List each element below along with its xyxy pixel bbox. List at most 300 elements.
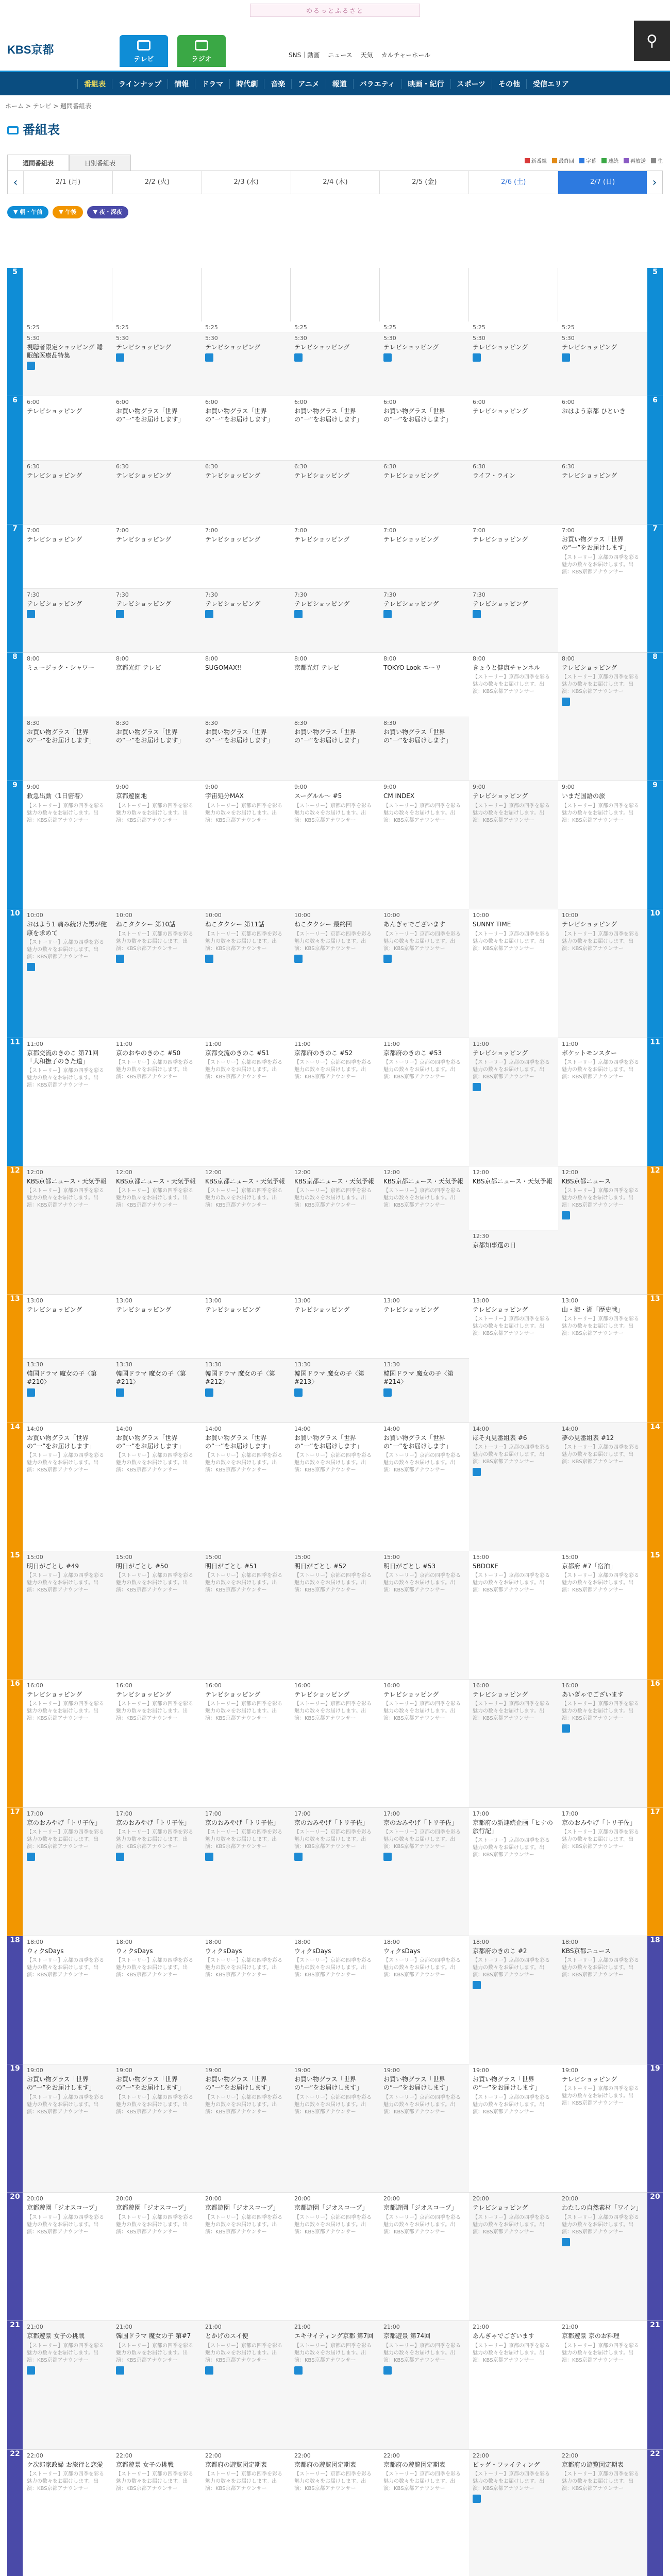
program-cell[interactable] — [469, 2193, 558, 2321]
program-title[interactable]: KBS京都ニュース — [562, 1177, 611, 1185]
program-title[interactable]: テレビショッピング — [294, 471, 350, 479]
nav-item[interactable]: その他 — [492, 79, 526, 89]
program-title[interactable]: KBS京都ニュース・天気予報 — [473, 1177, 552, 1185]
program-cell[interactable] — [202, 717, 291, 782]
search-button[interactable] — [634, 21, 670, 61]
tab-daily[interactable]: 日別番組表 — [69, 155, 131, 171]
program-cell[interactable] — [202, 524, 291, 589]
program-cell[interactable] — [112, 2193, 202, 2321]
program-cell[interactable] — [23, 781, 112, 909]
program-title[interactable]: テレビショッピング — [27, 1691, 82, 1698]
program-cell[interactable] — [291, 396, 380, 461]
program-title[interactable]: テレビショッピング — [116, 1691, 172, 1698]
program-cell[interactable] — [469, 653, 558, 781]
program-title[interactable]: テレビショッピング — [27, 600, 82, 607]
program-cell[interactable] — [380, 589, 469, 653]
program-title[interactable]: 韓国ドラマ 魔女の子〈第#212〉 — [205, 1370, 275, 1386]
program-title[interactable]: 京都遊園「ジオスコープ」 — [294, 2204, 368, 2212]
program-cell[interactable] — [380, 321, 469, 332]
program-title[interactable]: テレビショッピング — [473, 600, 528, 607]
program-cell[interactable] — [291, 717, 380, 782]
program-cell[interactable] — [23, 1808, 112, 1936]
tv-button[interactable] — [120, 35, 168, 67]
program-cell[interactable] — [202, 1295, 291, 1359]
program-title[interactable]: おはよう京都 ひといき — [562, 408, 626, 415]
program-title[interactable]: CM INDEX — [383, 792, 415, 800]
program-cell[interactable] — [202, 396, 291, 461]
program-cell[interactable] — [558, 332, 647, 397]
program-title[interactable]: 京都府の新連続企画「ヒナの旅行記」 — [473, 1819, 554, 1835]
program-title[interactable]: テレビショッピング — [294, 343, 350, 351]
program-title[interactable]: 京のおみやげ「トリ子佐」 — [116, 1819, 191, 1827]
program-cell[interactable] — [23, 1680, 112, 1808]
program-title[interactable]: お買い物グラス「世界の“一”をお届けします」 — [473, 2076, 541, 2092]
program-title[interactable]: 視聴者限定ショッピング 睡眠館医療品特集 — [27, 343, 103, 359]
program-cell[interactable] — [380, 1808, 469, 1936]
program-title[interactable]: あんぎゃでございます — [383, 921, 446, 928]
program-title[interactable]: ウィクsDays — [294, 1947, 331, 1955]
program-cell[interactable] — [23, 1936, 112, 2064]
program-cell[interactable] — [202, 2321, 291, 2449]
program-title[interactable]: テレビショッピング — [294, 600, 350, 607]
program-title[interactable]: テレビショッピング — [205, 536, 261, 544]
program-title[interactable]: テレビショッピング — [116, 1306, 172, 1313]
header-link-news[interactable]: ニュース — [328, 52, 353, 59]
program-cell[interactable] — [291, 2450, 380, 2576]
header-link-sns[interactable]: SNS｜動画 — [289, 52, 320, 59]
program-cell[interactable] — [291, 1808, 380, 1936]
program-title[interactable]: おはよう1 痛み続けた男が健康を求めて — [27, 921, 107, 937]
program-title[interactable]: 京都府 #7「宿泊」 — [562, 1562, 616, 1570]
program-title[interactable]: テレビショッピング — [116, 471, 172, 479]
date-tab[interactable]: 2/6 (土) — [468, 171, 558, 194]
program-title[interactable]: KBS京都ニュース・天気予報 — [294, 1177, 374, 1185]
program-cell[interactable] — [558, 909, 647, 1038]
nav-item[interactable]: ドラマ — [195, 79, 229, 89]
program-cell[interactable] — [23, 1295, 112, 1359]
program-title[interactable]: 明日がごとし #53 — [383, 1562, 436, 1570]
program-cell[interactable] — [469, 1230, 558, 1295]
program-cell[interactable] — [380, 1038, 469, 1166]
nav-item[interactable]: 音楽 — [264, 79, 291, 89]
program-cell[interactable] — [291, 1038, 380, 1166]
program-cell[interactable] — [23, 1166, 112, 1295]
program-title[interactable]: 京都府のきのこ #2 — [473, 1947, 527, 1955]
program-cell[interactable] — [112, 2064, 202, 2193]
program-cell[interactable] — [380, 2064, 469, 2193]
program-cell[interactable] — [469, 524, 558, 589]
program-title[interactable]: お買い物グラス「世界の“一”をお届けします」 — [116, 728, 185, 744]
program-cell[interactable] — [469, 1680, 558, 1808]
program-cell[interactable] — [23, 524, 112, 589]
program-cell[interactable] — [380, 2321, 469, 2449]
program-cell[interactable] — [469, 1551, 558, 1680]
program-title[interactable]: テレビショッピング — [205, 343, 261, 351]
program-cell[interactable] — [23, 1359, 112, 1423]
program-title[interactable]: きょうと健康チャンネル — [473, 664, 541, 672]
program-title[interactable]: 明日がごとし #49 — [27, 1562, 79, 1570]
program-title[interactable]: テレビショッピング — [562, 471, 617, 479]
site-logo[interactable]: KBS京都 — [7, 43, 54, 56]
program-title[interactable]: お買い物グラス「世界の“一”をお届けします」 — [383, 2076, 452, 2092]
program-title[interactable]: テレビショッピング — [383, 1691, 439, 1698]
program-title[interactable]: 京都知事選の日 — [473, 1242, 516, 1249]
program-cell[interactable] — [112, 781, 202, 909]
program-title[interactable]: ビッグ・ファイティング — [473, 2461, 540, 2468]
program-cell[interactable] — [202, 2064, 291, 2193]
program-title[interactable]: テレビショッピング — [473, 1049, 528, 1057]
nav-item[interactable]: ラインナップ — [112, 79, 167, 89]
program-cell[interactable] — [112, 1936, 202, 2064]
program-title[interactable]: 5BDOKE — [473, 1562, 499, 1570]
program-cell[interactable] — [202, 461, 291, 525]
program-title[interactable]: お買い物グラス「世界の“一”をお届けします」 — [294, 2076, 363, 2092]
program-title[interactable]: 韓国ドラマ 魔女の子 第#7 — [116, 2332, 191, 2340]
ad-banner-text[interactable]: ゆるっとふるさと — [250, 4, 420, 17]
program-title[interactable]: KBS京都ニュース・天気予報 — [383, 1177, 463, 1185]
program-title[interactable]: テレビショッピング — [473, 408, 528, 415]
program-title[interactable]: テレビショッピング — [473, 1691, 528, 1698]
date-tab-selected[interactable]: 2/7 (日) — [558, 171, 647, 194]
program-cell[interactable] — [380, 909, 469, 1038]
program-cell[interactable] — [202, 1359, 291, 1423]
program-cell[interactable] — [23, 321, 112, 332]
program-cell[interactable] — [469, 1038, 558, 1166]
program-cell[interactable] — [469, 2321, 558, 2449]
program-cell[interactable] — [112, 524, 202, 589]
program-cell[interactable] — [112, 1038, 202, 1166]
program-cell[interactable] — [23, 1038, 112, 1166]
program-cell[interactable] — [558, 1936, 647, 2064]
program-title[interactable]: 京のおみやげ「トリ子佐」 — [562, 1819, 636, 1827]
program-cell[interactable] — [558, 1808, 647, 1936]
program-title[interactable]: SUGOMAX!! — [205, 664, 242, 672]
time-jump-button[interactable]: ▼ 午後 — [53, 206, 82, 218]
date-tab[interactable]: 2/3 (水) — [202, 171, 291, 194]
program-title[interactable]: KBS京都ニュース・天気予報 — [116, 1177, 196, 1185]
program-title[interactable]: お買い物グラス「世界の“一”をお届けします」 — [205, 1434, 274, 1450]
program-cell[interactable] — [23, 717, 112, 782]
program-cell[interactable] — [291, 2193, 380, 2321]
program-title[interactable]: 明日がごとし #50 — [116, 1562, 169, 1570]
program-cell[interactable] — [558, 653, 647, 781]
nav-item[interactable]: 受信エリア — [526, 79, 575, 89]
program-cell[interactable] — [469, 1295, 558, 1423]
program-title[interactable]: テレビショッピング — [27, 471, 82, 479]
program-title[interactable]: 明日がごとし #52 — [294, 1562, 347, 1570]
program-cell[interactable] — [202, 332, 291, 397]
program-cell[interactable] — [112, 1359, 202, 1423]
program-cell[interactable] — [380, 1936, 469, 2064]
program-title[interactable]: 宇宙処分MAX — [205, 792, 244, 800]
program-title[interactable]: テレビショッピング — [294, 1306, 350, 1313]
program-title[interactable]: 京都光灯 テレビ — [294, 664, 340, 672]
program-title[interactable]: テレビショッピング — [205, 600, 261, 607]
nav-item[interactable]: スポーツ — [450, 79, 492, 89]
program-title[interactable]: テレビショッピング — [205, 1306, 261, 1313]
program-title[interactable]: 京のおみやげ「トリ子佐」 — [205, 1819, 280, 1827]
program-title[interactable]: テレビショッピング — [473, 536, 528, 544]
program-title[interactable]: KBS京都ニュース — [562, 1947, 611, 1955]
program-title[interactable]: 京都府の遊覧図定期表 — [205, 2461, 267, 2468]
radio-button[interactable] — [177, 35, 226, 67]
program-cell[interactable] — [558, 524, 647, 653]
program-cell[interactable] — [380, 1295, 469, 1359]
program-cell[interactable] — [23, 653, 112, 717]
program-title[interactable]: ウィクsDays — [383, 1947, 421, 1955]
program-cell[interactable] — [112, 2321, 202, 2449]
nav-item[interactable]: 情報 — [167, 79, 195, 89]
tab-weekly[interactable]: 週間番組表 — [7, 155, 69, 171]
program-title[interactable]: TOKYO Look エーリ — [383, 664, 442, 672]
program-title[interactable]: 京都府のきのこ #53 — [383, 1049, 442, 1057]
program-cell[interactable] — [469, 1166, 558, 1231]
program-title[interactable]: 京のおやのきのこ #50 — [116, 1049, 181, 1057]
date-tab[interactable]: 2/4 (木) — [291, 171, 380, 194]
program-title[interactable]: いまだ国語の旅 — [562, 792, 606, 800]
program-title[interactable]: お買い物グラス「世界の“一”をお届けします」 — [205, 728, 274, 744]
program-title[interactable]: テレビショッピング — [562, 664, 617, 672]
program-cell[interactable] — [380, 653, 469, 717]
program-title[interactable]: 京都交流のきのこ 第71回「大和撫子のきた道」 — [27, 1049, 99, 1065]
program-title[interactable]: テレビショッピング — [473, 1306, 528, 1313]
program-cell[interactable] — [469, 332, 558, 397]
program-cell[interactable] — [202, 321, 291, 332]
program-cell[interactable] — [380, 1423, 469, 1551]
program-title[interactable]: テレビショッピング — [473, 343, 528, 351]
program-cell[interactable] — [23, 461, 112, 525]
program-title[interactable]: テレビショッピング — [294, 536, 350, 544]
program-cell[interactable] — [291, 461, 380, 525]
program-cell[interactable] — [23, 2321, 112, 2449]
program-cell[interactable] — [380, 396, 469, 461]
program-cell[interactable] — [469, 589, 558, 653]
program-cell[interactable] — [380, 2193, 469, 2321]
program-cell[interactable] — [558, 781, 647, 909]
program-title[interactable]: KBS京都ニュース・天気予報 — [27, 1177, 107, 1185]
program-title[interactable]: お買い物グラス「世界の“一”をお届けします」 — [205, 408, 274, 423]
program-cell[interactable] — [112, 1295, 202, 1359]
ad-banner[interactable] — [0, 0, 670, 21]
program-cell[interactable] — [558, 1680, 647, 1808]
program-cell[interactable] — [23, 2450, 112, 2576]
program-title[interactable]: 韓国ドラマ 魔女の子〈第#211〉 — [116, 1370, 186, 1386]
program-title[interactable]: 京都遊景 第74回 — [383, 2332, 431, 2340]
nav-item[interactable]: 映画・紀行 — [401, 79, 450, 89]
program-title[interactable]: お買い物グラス「世界の“一”をお届けします」 — [294, 1434, 363, 1450]
program-cell[interactable] — [558, 461, 647, 525]
program-cell[interactable] — [23, 2193, 112, 2321]
program-cell[interactable] — [112, 461, 202, 525]
program-title[interactable]: 京都遊景 京のお料理 — [562, 2332, 619, 2340]
program-cell[interactable] — [23, 332, 112, 397]
program-title[interactable]: 京のおみやげ「トリ子佐」 — [27, 1819, 102, 1827]
program-title[interactable]: SUNNY TIME — [473, 921, 511, 928]
program-cell[interactable] — [112, 589, 202, 653]
program-cell[interactable] — [291, 332, 380, 397]
program-cell[interactable] — [291, 524, 380, 589]
program-title[interactable]: 京都遊園「ジオスコープ」 — [205, 2204, 279, 2212]
program-cell[interactable] — [380, 1359, 469, 1423]
program-cell[interactable] — [202, 1936, 291, 2064]
program-title[interactable]: お買い物グラス「世界の“一”をお届けします」 — [27, 2076, 95, 2092]
program-cell[interactable] — [380, 1551, 469, 1680]
program-cell[interactable] — [291, 1423, 380, 1551]
program-cell[interactable] — [23, 909, 112, 1038]
program-cell[interactable] — [291, 589, 380, 653]
program-cell[interactable] — [291, 1359, 380, 1423]
program-cell[interactable] — [380, 524, 469, 589]
program-title[interactable]: 京都遊園「ジオスコープ」 — [116, 2204, 190, 2212]
program-title[interactable]: 京のおみやげ「トリ子佐」 — [383, 1819, 458, 1827]
program-title[interactable]: テレビショッピング — [562, 2076, 617, 2083]
program-title[interactable]: あいぎゃでございます — [562, 1691, 624, 1698]
program-cell[interactable] — [202, 653, 291, 717]
time-jump-button[interactable]: ▼ 夜・深夜 — [87, 206, 128, 218]
program-cell[interactable] — [380, 332, 469, 397]
program-cell[interactable] — [469, 2450, 558, 2576]
program-cell[interactable] — [291, 321, 380, 332]
nav-item[interactable]: 報道 — [326, 79, 353, 89]
program-title[interactable]: ウィクsDays — [27, 1947, 64, 1955]
program-title[interactable]: テレビショッピング — [116, 343, 172, 351]
program-cell[interactable] — [469, 1808, 558, 1936]
program-cell[interactable] — [23, 1423, 112, 1551]
program-title[interactable]: テレビショッピング — [27, 408, 82, 415]
nav-item[interactable]: 番組表 — [77, 79, 112, 89]
header-link-weather[interactable]: 天気 — [360, 52, 373, 59]
program-title[interactable]: スーグルル〜 #5 — [294, 792, 342, 800]
program-title[interactable]: 京都府の遊覧図定期表 — [383, 2461, 446, 2468]
program-title[interactable]: 京都府の遊覧図定期表 — [294, 2461, 357, 2468]
program-title[interactable]: 韓国ドラマ 魔女の子〈第#210〉 — [27, 1370, 97, 1386]
program-title[interactable]: お買い物グラス「世界の“一”をお届けします」 — [294, 408, 363, 423]
program-cell[interactable] — [112, 1423, 202, 1551]
program-cell[interactable] — [291, 1166, 380, 1295]
program-cell[interactable] — [558, 1423, 647, 1551]
program-title[interactable]: 山・海・湖「歴史戦」 — [562, 1306, 624, 1313]
program-title[interactable]: 京都遊園地 — [116, 792, 147, 800]
program-title[interactable]: ライフ・ライン — [473, 471, 515, 479]
program-cell[interactable] — [291, 2064, 380, 2193]
program-title[interactable]: お買い物グラス「世界の“一”をお届けします」 — [116, 408, 185, 423]
program-title[interactable]: テレビショッピング — [205, 471, 261, 479]
program-title[interactable]: テレビショッピング — [294, 1691, 350, 1698]
program-title[interactable]: ほそ丸見番組表 #6 — [473, 1434, 527, 1442]
breadcrumb[interactable]: ホーム > テレビ > 週間番組表 — [5, 103, 92, 110]
program-cell[interactable] — [469, 781, 558, 909]
program-title[interactable]: とかげのスイ便 — [205, 2332, 248, 2340]
program-title[interactable]: 京都府の遊覧図定期表 — [562, 2461, 624, 2468]
program-title[interactable]: テレビショッピング — [205, 1691, 261, 1698]
program-cell[interactable] — [202, 589, 291, 653]
program-cell[interactable] — [469, 1936, 558, 2064]
program-title[interactable]: 韓国ドラマ 魔女の子〈第#213〉 — [294, 1370, 364, 1386]
nav-item[interactable]: バラエティ — [353, 79, 401, 89]
program-cell[interactable] — [112, 332, 202, 397]
program-title[interactable]: お買い物グラス「世界の“一”をお届けします」 — [383, 1434, 452, 1450]
program-title[interactable]: わたしの自然素材「ワイン」 — [562, 2204, 642, 2212]
program-cell[interactable] — [23, 1551, 112, 1680]
program-cell[interactable] — [23, 396, 112, 461]
program-cell[interactable] — [558, 1166, 647, 1295]
program-cell[interactable] — [380, 1680, 469, 1808]
program-cell[interactable] — [469, 909, 558, 1038]
program-cell[interactable] — [380, 461, 469, 525]
program-cell[interactable] — [291, 1295, 380, 1359]
header-link-hall[interactable]: カルチャーホール — [381, 52, 431, 59]
program-title[interactable]: ボケットモンスター — [562, 1049, 617, 1057]
program-cell[interactable] — [112, 1808, 202, 1936]
program-title[interactable]: テレビショッピング — [383, 536, 439, 544]
program-cell[interactable] — [469, 396, 558, 461]
program-title[interactable]: 京都遊園「ジオスコープ」 — [383, 2204, 458, 2212]
program-cell[interactable] — [291, 1551, 380, 1680]
program-title[interactable]: 京都遊園「ジオスコープ」 — [27, 2204, 101, 2212]
program-cell[interactable] — [202, 1038, 291, 1166]
program-title[interactable]: テレビショッピング — [383, 471, 439, 479]
program-cell[interactable] — [202, 1808, 291, 1936]
program-title[interactable]: エキサイティング京都 第7回 — [294, 2332, 374, 2340]
program-cell[interactable] — [558, 1295, 647, 1423]
program-title[interactable]: 京のおみやげ「トリ子佐」 — [294, 1819, 369, 1827]
program-cell[interactable] — [291, 2321, 380, 2449]
program-title[interactable]: テレビショッピング — [383, 600, 439, 607]
program-title[interactable]: お買い物グラス「世界の“一”をお届けします」 — [205, 2076, 274, 2092]
program-cell[interactable] — [291, 1936, 380, 2064]
program-title[interactable]: 京都交流のきのこ #51 — [205, 1049, 270, 1057]
program-title[interactable]: テレビショッピング — [562, 343, 617, 351]
program-cell[interactable] — [469, 2064, 558, 2193]
program-cell[interactable] — [202, 1680, 291, 1808]
program-cell[interactable] — [112, 2450, 202, 2576]
program-cell[interactable] — [112, 321, 202, 332]
program-cell[interactable] — [202, 1166, 291, 1295]
program-title[interactable]: テレビショッピング — [473, 792, 528, 800]
program-title[interactable]: お買い物グラス「世界の“一”をお届けします」 — [383, 408, 452, 423]
program-cell[interactable] — [202, 1551, 291, 1680]
program-title[interactable]: お買い物グラス「世界の“一”をお届けします」 — [294, 728, 363, 744]
program-title[interactable]: 夢の見番組表 #12 — [562, 1434, 614, 1442]
program-title[interactable]: テレビショッピング — [473, 2204, 528, 2212]
program-title[interactable]: お買い物グラス「世界の“一”をお届けします」 — [562, 536, 630, 552]
program-cell[interactable] — [558, 321, 647, 332]
program-title[interactable]: 韓国ドラマ 魔女の子〈第#214〉 — [383, 1370, 454, 1386]
date-tab[interactable]: 2/1 (月) — [23, 171, 112, 194]
program-cell[interactable] — [558, 1551, 647, 1680]
program-title[interactable]: あんぎゃでございます — [473, 2332, 535, 2340]
program-cell[interactable] — [112, 1680, 202, 1808]
program-title[interactable]: 明日がごとし #51 — [205, 1562, 258, 1570]
program-title[interactable]: 救急出動〈1日密着〉 — [27, 792, 87, 800]
program-cell[interactable] — [291, 1680, 380, 1808]
program-title[interactable]: テレビショッピング — [116, 600, 172, 607]
program-cell[interactable] — [469, 1423, 558, 1551]
program-title[interactable]: ウィクsDays — [205, 1947, 242, 1955]
program-cell[interactable] — [558, 396, 647, 461]
program-cell[interactable] — [112, 1551, 202, 1680]
prev-week-arrow[interactable]: ‹ — [13, 176, 18, 189]
program-title[interactable]: 京都府のきのこ #52 — [294, 1049, 353, 1057]
program-cell[interactable] — [380, 717, 469, 782]
program-cell[interactable] — [380, 2450, 469, 2576]
program-cell[interactable] — [112, 717, 202, 782]
program-title[interactable]: お買い物グラス「世界の“一”をお届けします」 — [116, 1434, 185, 1450]
program-cell[interactable] — [558, 2450, 647, 2576]
program-cell[interactable] — [380, 1166, 469, 1295]
program-cell[interactable] — [112, 396, 202, 461]
program-cell[interactable] — [469, 321, 558, 332]
